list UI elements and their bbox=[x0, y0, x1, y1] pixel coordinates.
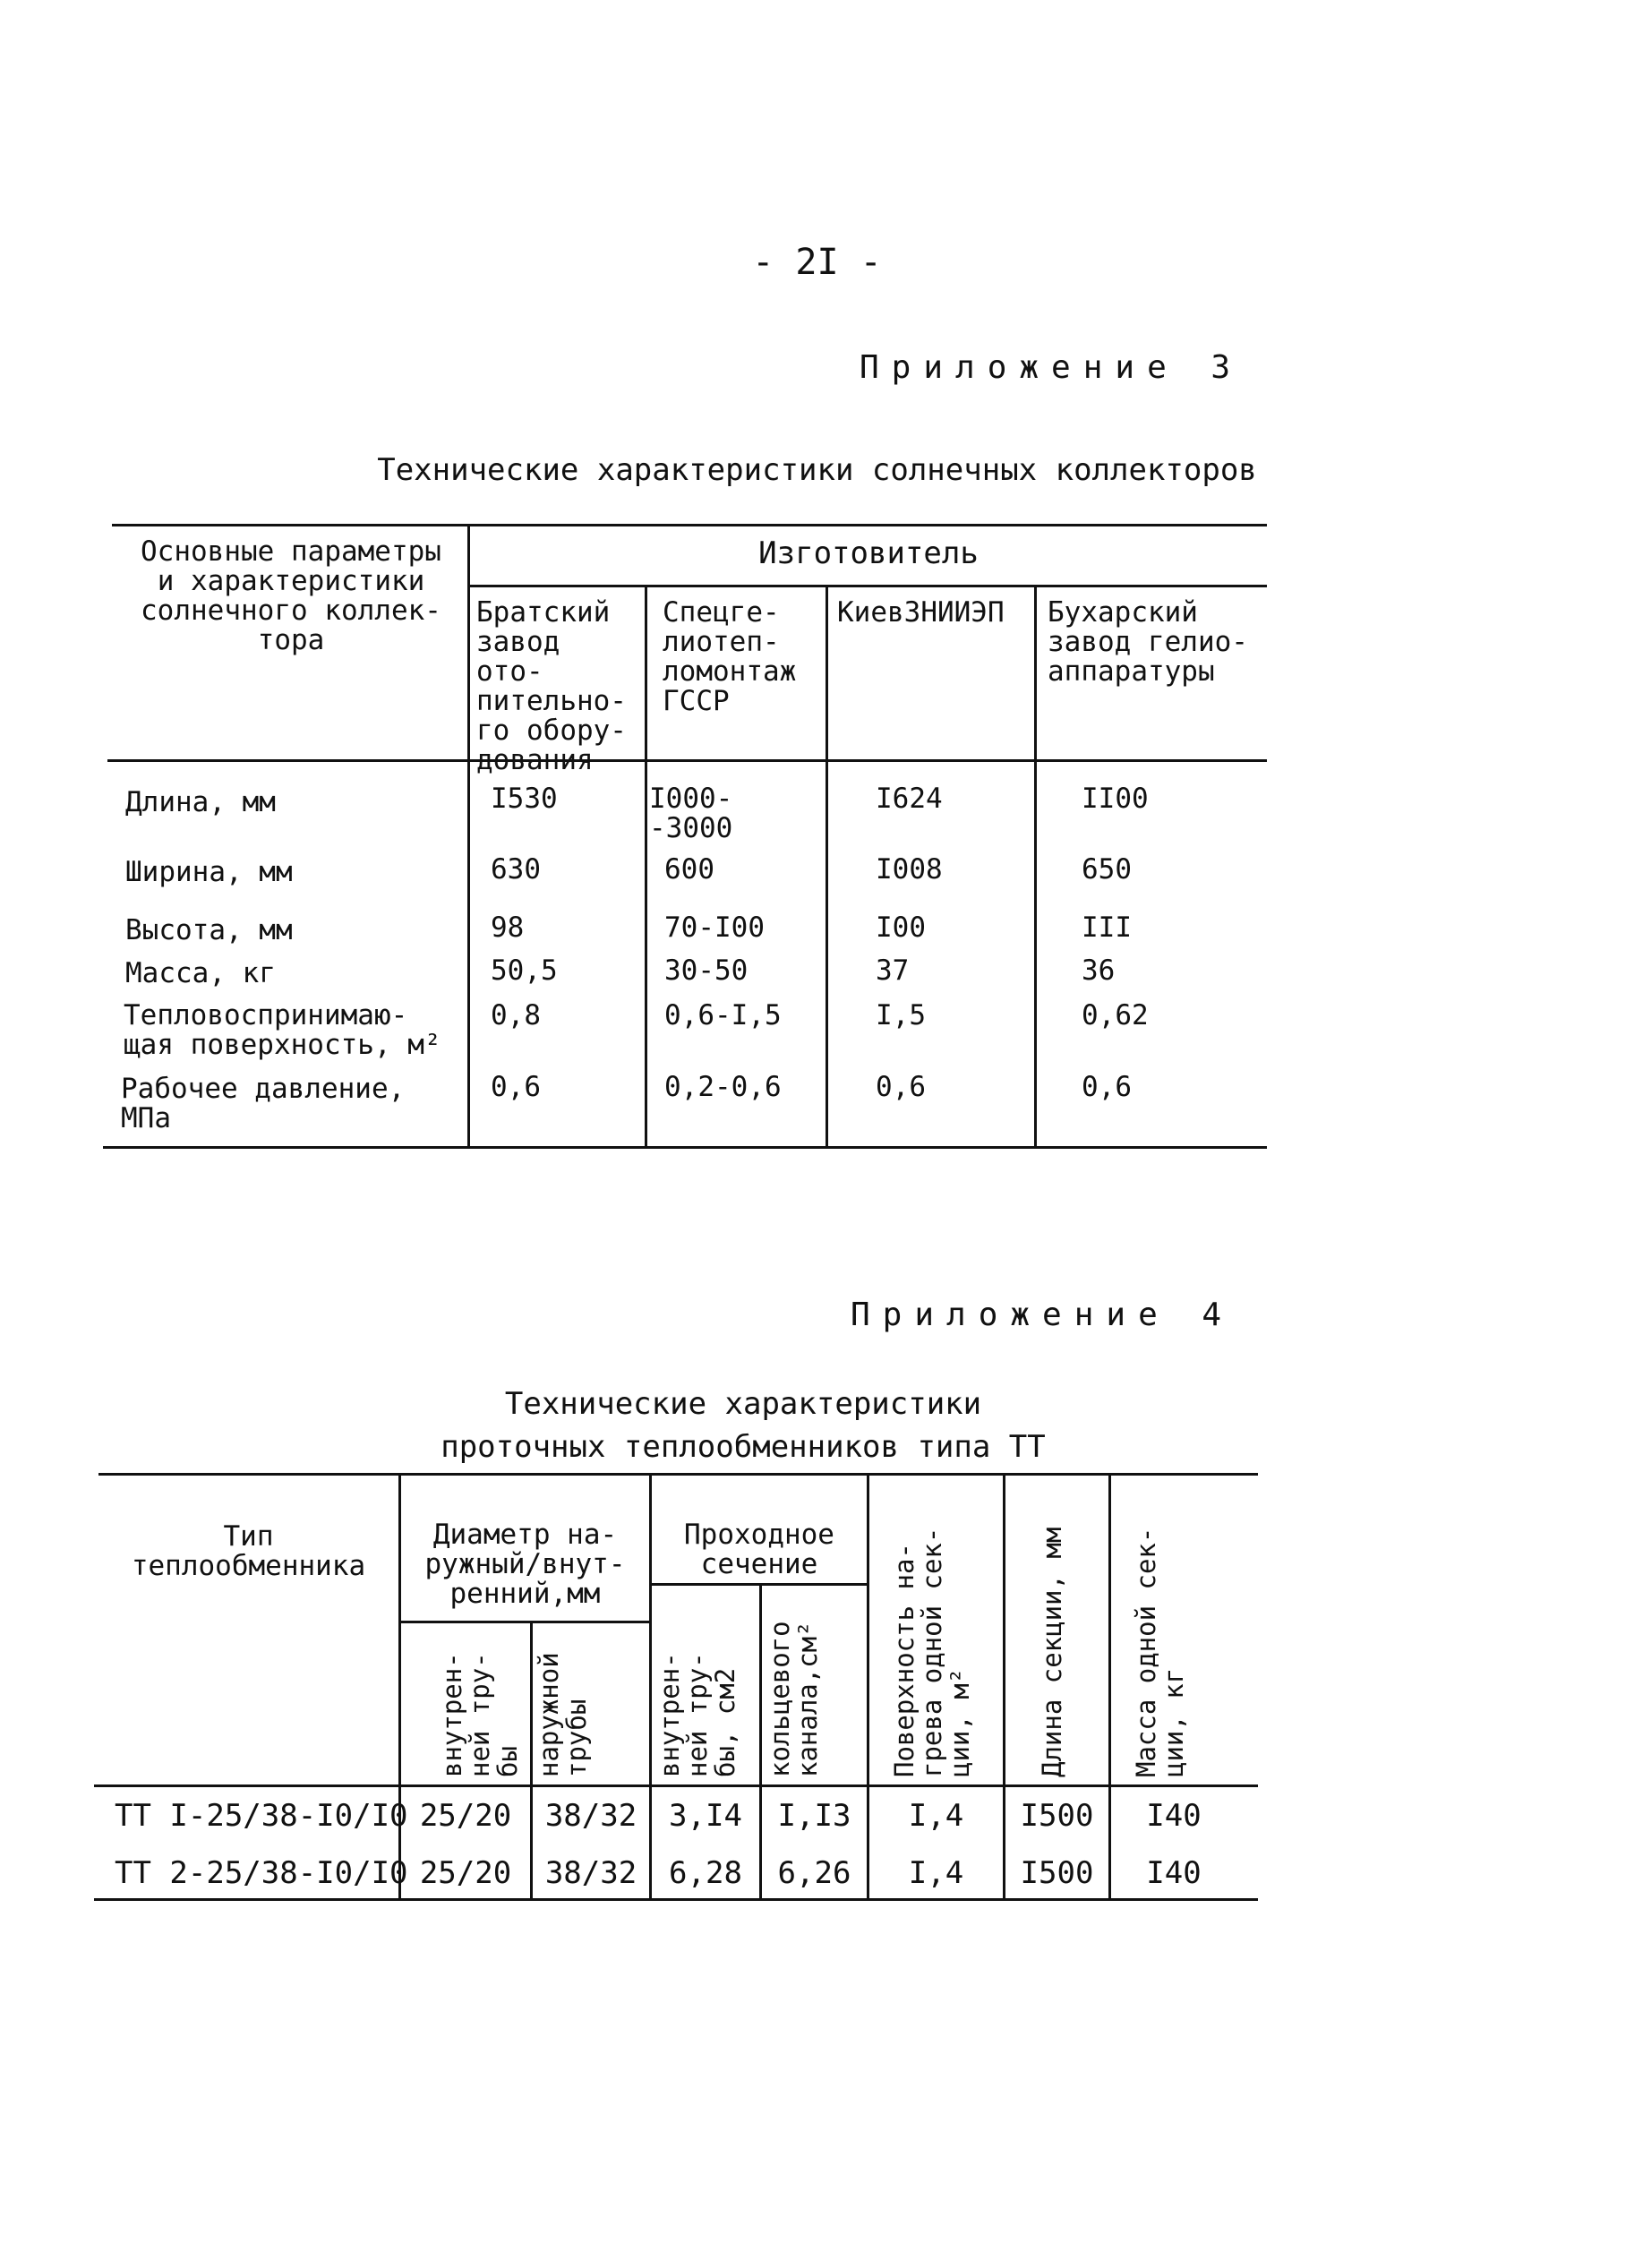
appendix-4-label: Приложение 4 bbox=[851, 1297, 1235, 1333]
value-cell: 0,6-I,5 bbox=[664, 999, 782, 1031]
page-number: - 2I - bbox=[752, 242, 882, 283]
value-cell: 0,6 bbox=[1082, 1071, 1132, 1103]
manufacturer-name: Бухарский завод гелио- аппаратуры bbox=[1048, 596, 1248, 688]
value-cell: III bbox=[1082, 911, 1132, 944]
value-cell: 3,I4 bbox=[669, 1798, 742, 1834]
value-cell: 50,5 bbox=[491, 954, 558, 987]
value-cell: 25/20 bbox=[419, 1798, 512, 1834]
appendix-4-title-line2: проточных теплообменников типа ТТ bbox=[441, 1429, 1046, 1465]
value-cell: I,4 bbox=[908, 1798, 964, 1834]
exchanger-type: ТТ 2-25/38-I0/I0 bbox=[115, 1855, 408, 1891]
value-cell: I500 bbox=[1020, 1798, 1094, 1834]
value-cell: 70-I00 bbox=[664, 911, 765, 944]
value-cell: 98 bbox=[491, 911, 525, 944]
value-cell: 37 bbox=[876, 954, 910, 987]
value-cell: I40 bbox=[1146, 1855, 1202, 1891]
manufacturer-name: Братский завод ото- пительно- го обору- дования bbox=[476, 596, 627, 776]
value-cell: 6,28 bbox=[669, 1855, 742, 1891]
value-cell: 36 bbox=[1082, 954, 1116, 987]
value-cell: 38/32 bbox=[544, 1798, 637, 1834]
value-cell: I40 bbox=[1146, 1798, 1202, 1834]
value-cell: I000- -3000 bbox=[649, 783, 733, 844]
value-cell: II00 bbox=[1082, 783, 1149, 815]
value-cell: 650 bbox=[1082, 853, 1132, 886]
inner-section-subheader: внутрен- ней тру- бы, см2 bbox=[654, 1652, 740, 1777]
table-bottom-rule bbox=[94, 1898, 1258, 1901]
inner-pipe-subheader: внутрен- ней тру- бы bbox=[437, 1652, 523, 1777]
manufacturer-name: КиевЗНИИЭП bbox=[837, 596, 1005, 629]
column-divider bbox=[759, 1583, 762, 1900]
value-cell: I,5 bbox=[876, 999, 926, 1031]
value-cell: I624 bbox=[876, 783, 943, 815]
length-header: Длина секции, мм bbox=[1037, 1527, 1067, 1777]
appendix-4-title-line1: Технические характеристики bbox=[504, 1386, 982, 1422]
value-cell: 25/20 bbox=[419, 1855, 512, 1891]
value-cell: 30-50 bbox=[664, 954, 749, 987]
appendix-3-label: Приложение 3 bbox=[860, 349, 1244, 386]
column-divider bbox=[1003, 1473, 1005, 1900]
column-divider bbox=[1108, 1473, 1111, 1900]
param-label: Длина, мм bbox=[125, 786, 276, 818]
surface-header: Поверхность на- грева одной сек- ции, м² bbox=[889, 1527, 975, 1777]
value-cell: 0,6 bbox=[491, 1071, 541, 1103]
value-cell: I530 bbox=[491, 783, 558, 815]
value-cell: 38/32 bbox=[544, 1855, 637, 1891]
value-cell: I00 bbox=[876, 911, 926, 944]
param-header: Основные параметры и характеристики солнечного коллек- тора bbox=[141, 535, 441, 656]
value-cell: 0,62 bbox=[1082, 999, 1149, 1031]
param-label: Высота, мм bbox=[125, 914, 293, 946]
diameter-rule bbox=[401, 1621, 652, 1623]
param-label: Тепловоспринимаю- щая поверхность, м² bbox=[124, 999, 441, 1061]
column-divider bbox=[867, 1473, 869, 1900]
mass-header: Масса одной сек- ции, кг bbox=[1131, 1527, 1189, 1777]
section-header: Проходное сечение bbox=[684, 1519, 834, 1580]
value-cell: I500 bbox=[1020, 1855, 1094, 1891]
value-cell: 600 bbox=[664, 853, 714, 886]
exchanger-type: ТТ I-25/38-I0/I0 bbox=[115, 1798, 408, 1834]
value-cell: I,4 bbox=[908, 1855, 964, 1891]
diameter-header: Диаметр на- ружный/внут- ренний,мм bbox=[424, 1519, 626, 1610]
outer-pipe-subheader: наружной трубы bbox=[534, 1652, 592, 1777]
type-header: Тип теплообменника bbox=[131, 1520, 366, 1582]
value-cell: I,I3 bbox=[777, 1798, 851, 1834]
manufacturer-header: Изготовитель bbox=[758, 535, 979, 571]
param-label: Рабочее давление, МПа bbox=[121, 1073, 406, 1134]
value-cell: 0,6 bbox=[876, 1071, 926, 1103]
appendix-3-title: Технические характеристики солнечных коллекторов bbox=[377, 452, 1257, 488]
value-cell: I008 bbox=[876, 853, 943, 886]
value-cell: 0,8 bbox=[491, 999, 541, 1031]
value-cell: 6,26 bbox=[777, 1855, 851, 1891]
table-top-rule bbox=[98, 1473, 1258, 1476]
ring-section-subheader: кольцевого канала,см² bbox=[765, 1621, 823, 1777]
param-label: Ширина, мм bbox=[125, 856, 293, 888]
value-cell: 630 bbox=[491, 853, 541, 886]
param-label: Масса, кг bbox=[125, 957, 276, 989]
value-cell: 0,2-0,6 bbox=[664, 1071, 782, 1103]
manufacturer-name: Спецге- лиотеп- ломонтаж ГССР bbox=[663, 596, 797, 717]
header-bottom-rule bbox=[94, 1784, 1258, 1787]
